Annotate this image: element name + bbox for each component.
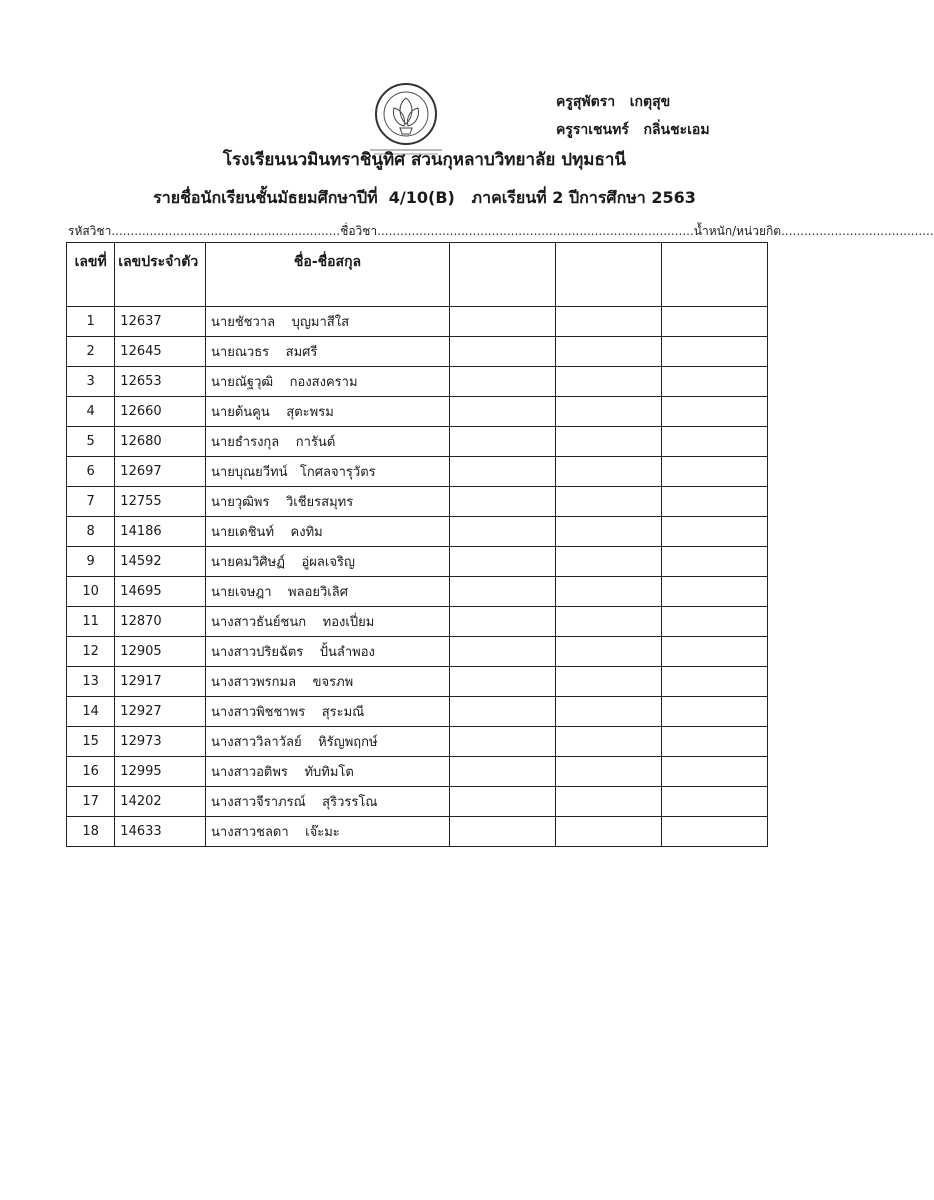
row-student-id: 14695	[115, 577, 206, 607]
table-header-row	[67, 243, 768, 307]
row-student-id: 12645	[115, 337, 206, 367]
row-blank-cell	[450, 307, 556, 337]
row-blank-cell	[661, 817, 767, 847]
row-student-id: 12697	[115, 457, 206, 487]
row-student-id: 12870	[115, 607, 206, 637]
row-student-name: นางสาวพรกมล ขจรภพ	[206, 667, 450, 697]
table-row	[67, 637, 768, 667]
row-blank-cell	[555, 397, 661, 427]
table-row	[67, 787, 768, 817]
row-blank-cell	[661, 787, 767, 817]
row-blank-cell	[555, 637, 661, 667]
row-student-id: 12905	[115, 637, 206, 667]
row-blank-cell	[661, 577, 767, 607]
row-student-name: นางสาวธันย์ชนก ทองเปี่ยม	[206, 607, 450, 637]
row-blank-cell	[555, 577, 661, 607]
table-row	[67, 697, 768, 727]
row-blank-cell	[450, 397, 556, 427]
row-student-name: นางสาวจีราภรณ์ สุริวรรโณ	[206, 787, 450, 817]
column-header-student-id: เลขประจำตัว	[115, 243, 206, 307]
row-number: 3	[67, 367, 115, 397]
row-blank-cell	[450, 337, 556, 367]
row-blank-cell	[661, 397, 767, 427]
row-student-name: นายต้นคูน สุตะพรม	[206, 397, 450, 427]
row-blank-cell	[450, 427, 556, 457]
table-row	[67, 427, 768, 457]
row-student-id: 12653	[115, 367, 206, 397]
table-row	[67, 307, 768, 337]
row-blank-cell	[555, 667, 661, 697]
row-blank-cell	[661, 727, 767, 757]
row-number: 17	[67, 787, 115, 817]
row-blank-cell	[661, 757, 767, 787]
subject-info-line	[68, 222, 934, 241]
row-student-name: นายชัชวาล บุญมาสีใส	[206, 307, 450, 337]
row-blank-cell	[450, 727, 556, 757]
table-row	[67, 337, 768, 367]
row-blank-cell	[555, 817, 661, 847]
row-blank-cell	[661, 307, 767, 337]
row-student-name: นางสาวชลดา เจ๊ะมะ	[206, 817, 450, 847]
teacher-name: ครูราเชนทร์ กลิ่นชะเอม	[556, 122, 710, 138]
row-blank-cell	[450, 607, 556, 637]
credit-blank: ........................................	[781, 224, 934, 238]
row-student-name: นายวุฒิพร วิเชียรสมุทร	[206, 487, 450, 517]
row-student-id: 12637	[115, 307, 206, 337]
row-blank-cell	[555, 757, 661, 787]
row-blank-cell	[555, 607, 661, 637]
row-blank-cell	[555, 487, 661, 517]
row-blank-cell	[555, 787, 661, 817]
row-blank-cell	[661, 547, 767, 577]
row-student-name: นางสาวปริยฉัตร ปั้นลำพอง	[206, 637, 450, 667]
row-student-id: 12973	[115, 727, 206, 757]
row-blank-cell	[450, 517, 556, 547]
row-student-name: นางสาววิลาวัลย์ หิรัญพฤกษ์	[206, 727, 450, 757]
column-header-blank	[450, 243, 556, 307]
row-student-id: 12917	[115, 667, 206, 697]
table-row	[67, 577, 768, 607]
row-blank-cell	[450, 787, 556, 817]
column-header-full-name: ชื่อ-ชื่อสกุล	[206, 243, 450, 307]
row-blank-cell	[450, 697, 556, 727]
row-blank-cell	[450, 757, 556, 787]
row-blank-cell	[555, 517, 661, 547]
row-student-id: 12995	[115, 757, 206, 787]
row-number: 10	[67, 577, 115, 607]
row-number: 13	[67, 667, 115, 697]
teacher-names	[556, 88, 710, 144]
row-student-id: 12755	[115, 487, 206, 517]
row-blank-cell	[450, 547, 556, 577]
row-student-id: 14633	[115, 817, 206, 847]
row-student-id: 12660	[115, 397, 206, 427]
row-student-name: นายเจษฎา พลอยวิเลิศ	[206, 577, 450, 607]
table-row	[67, 727, 768, 757]
credit-label: น้ำหนัก/หน่วยกิต	[693, 224, 782, 238]
table-row	[67, 607, 768, 637]
row-blank-cell	[661, 427, 767, 457]
row-student-name: นายคมวิศิษฏ์ อู่ผลเจริญ	[206, 547, 450, 577]
document-subtitle: รายชื่อนักเรียนชั้นมัธยมศึกษาปีที่ 4/10(B) ภาคเรียนที่ 2 ปีการศึกษา 2563	[153, 188, 696, 207]
teacher-name: ครูสุพัตรา เกตุสุข	[556, 94, 671, 110]
row-blank-cell	[555, 727, 661, 757]
subject-name-blank: ...................................................................................	[377, 224, 694, 238]
row-student-id: 12927	[115, 697, 206, 727]
row-blank-cell	[450, 367, 556, 397]
table-row	[67, 667, 768, 697]
row-blank-cell	[450, 637, 556, 667]
row-student-id: 14186	[115, 517, 206, 547]
row-number: 15	[67, 727, 115, 757]
table-row	[67, 397, 768, 427]
row-blank-cell	[555, 427, 661, 457]
row-student-name: นางสาวพิชชาพร สุระมณี	[206, 697, 450, 727]
row-blank-cell	[450, 487, 556, 517]
row-blank-cell	[555, 547, 661, 577]
row-number: 6	[67, 457, 115, 487]
row-number: 16	[67, 757, 115, 787]
table-row	[67, 457, 768, 487]
row-number: 18	[67, 817, 115, 847]
row-blank-cell	[661, 667, 767, 697]
table-row	[67, 547, 768, 577]
table-row	[67, 517, 768, 547]
row-number: 12	[67, 637, 115, 667]
row-student-name: นางสาวอติพร ทับทิมโต	[206, 757, 450, 787]
row-number: 4	[67, 397, 115, 427]
row-number: 11	[67, 607, 115, 637]
row-blank-cell	[555, 457, 661, 487]
row-number: 8	[67, 517, 115, 547]
row-number: 7	[67, 487, 115, 517]
row-number: 1	[67, 307, 115, 337]
row-blank-cell	[555, 337, 661, 367]
student-roster-table	[66, 242, 768, 847]
row-number: 14	[67, 697, 115, 727]
row-blank-cell	[661, 337, 767, 367]
row-blank-cell	[661, 697, 767, 727]
row-student-id: 14592	[115, 547, 206, 577]
row-student-id: 12680	[115, 427, 206, 457]
row-blank-cell	[661, 487, 767, 517]
row-blank-cell	[661, 637, 767, 667]
row-student-name: นายบุณยวีทน์ โกศลจารุวัตร	[206, 457, 450, 487]
row-student-name: นายเดชินท์ คงทิม	[206, 517, 450, 547]
school-name: โรงเรียนนวมินทราชินูทิศ สวนกุหลาบวิทยาลัย ปทุมธานี	[222, 150, 627, 170]
row-blank-cell	[555, 307, 661, 337]
row-blank-cell	[450, 667, 556, 697]
row-blank-cell	[450, 577, 556, 607]
row-blank-cell	[555, 367, 661, 397]
subject-code-label: รหัสวิชา	[68, 224, 112, 238]
subject-code-blank: ............................................................	[111, 224, 341, 238]
row-student-name: นายธำรงกุล การันต์	[206, 427, 450, 457]
row-blank-cell	[661, 457, 767, 487]
table-row	[67, 817, 768, 847]
table-row	[67, 367, 768, 397]
row-blank-cell	[661, 367, 767, 397]
subject-name-label: ชื่อวิชา	[340, 224, 378, 238]
column-header-blank	[555, 243, 661, 307]
column-header-number: เลขที่	[67, 243, 115, 307]
row-blank-cell	[450, 817, 556, 847]
table-row	[67, 487, 768, 517]
row-number: 5	[67, 427, 115, 457]
row-student-name: นายณัฐวุฒิ กองสงคราม	[206, 367, 450, 397]
row-student-name: นายณวธร สมศรี	[206, 337, 450, 367]
row-blank-cell	[661, 517, 767, 547]
table-row	[67, 757, 768, 787]
row-blank-cell	[450, 457, 556, 487]
column-header-blank	[661, 243, 767, 307]
table-body	[67, 307, 768, 847]
row-student-id: 14202	[115, 787, 206, 817]
row-number: 9	[67, 547, 115, 577]
row-blank-cell	[555, 697, 661, 727]
row-blank-cell	[661, 607, 767, 637]
row-number: 2	[67, 337, 115, 367]
